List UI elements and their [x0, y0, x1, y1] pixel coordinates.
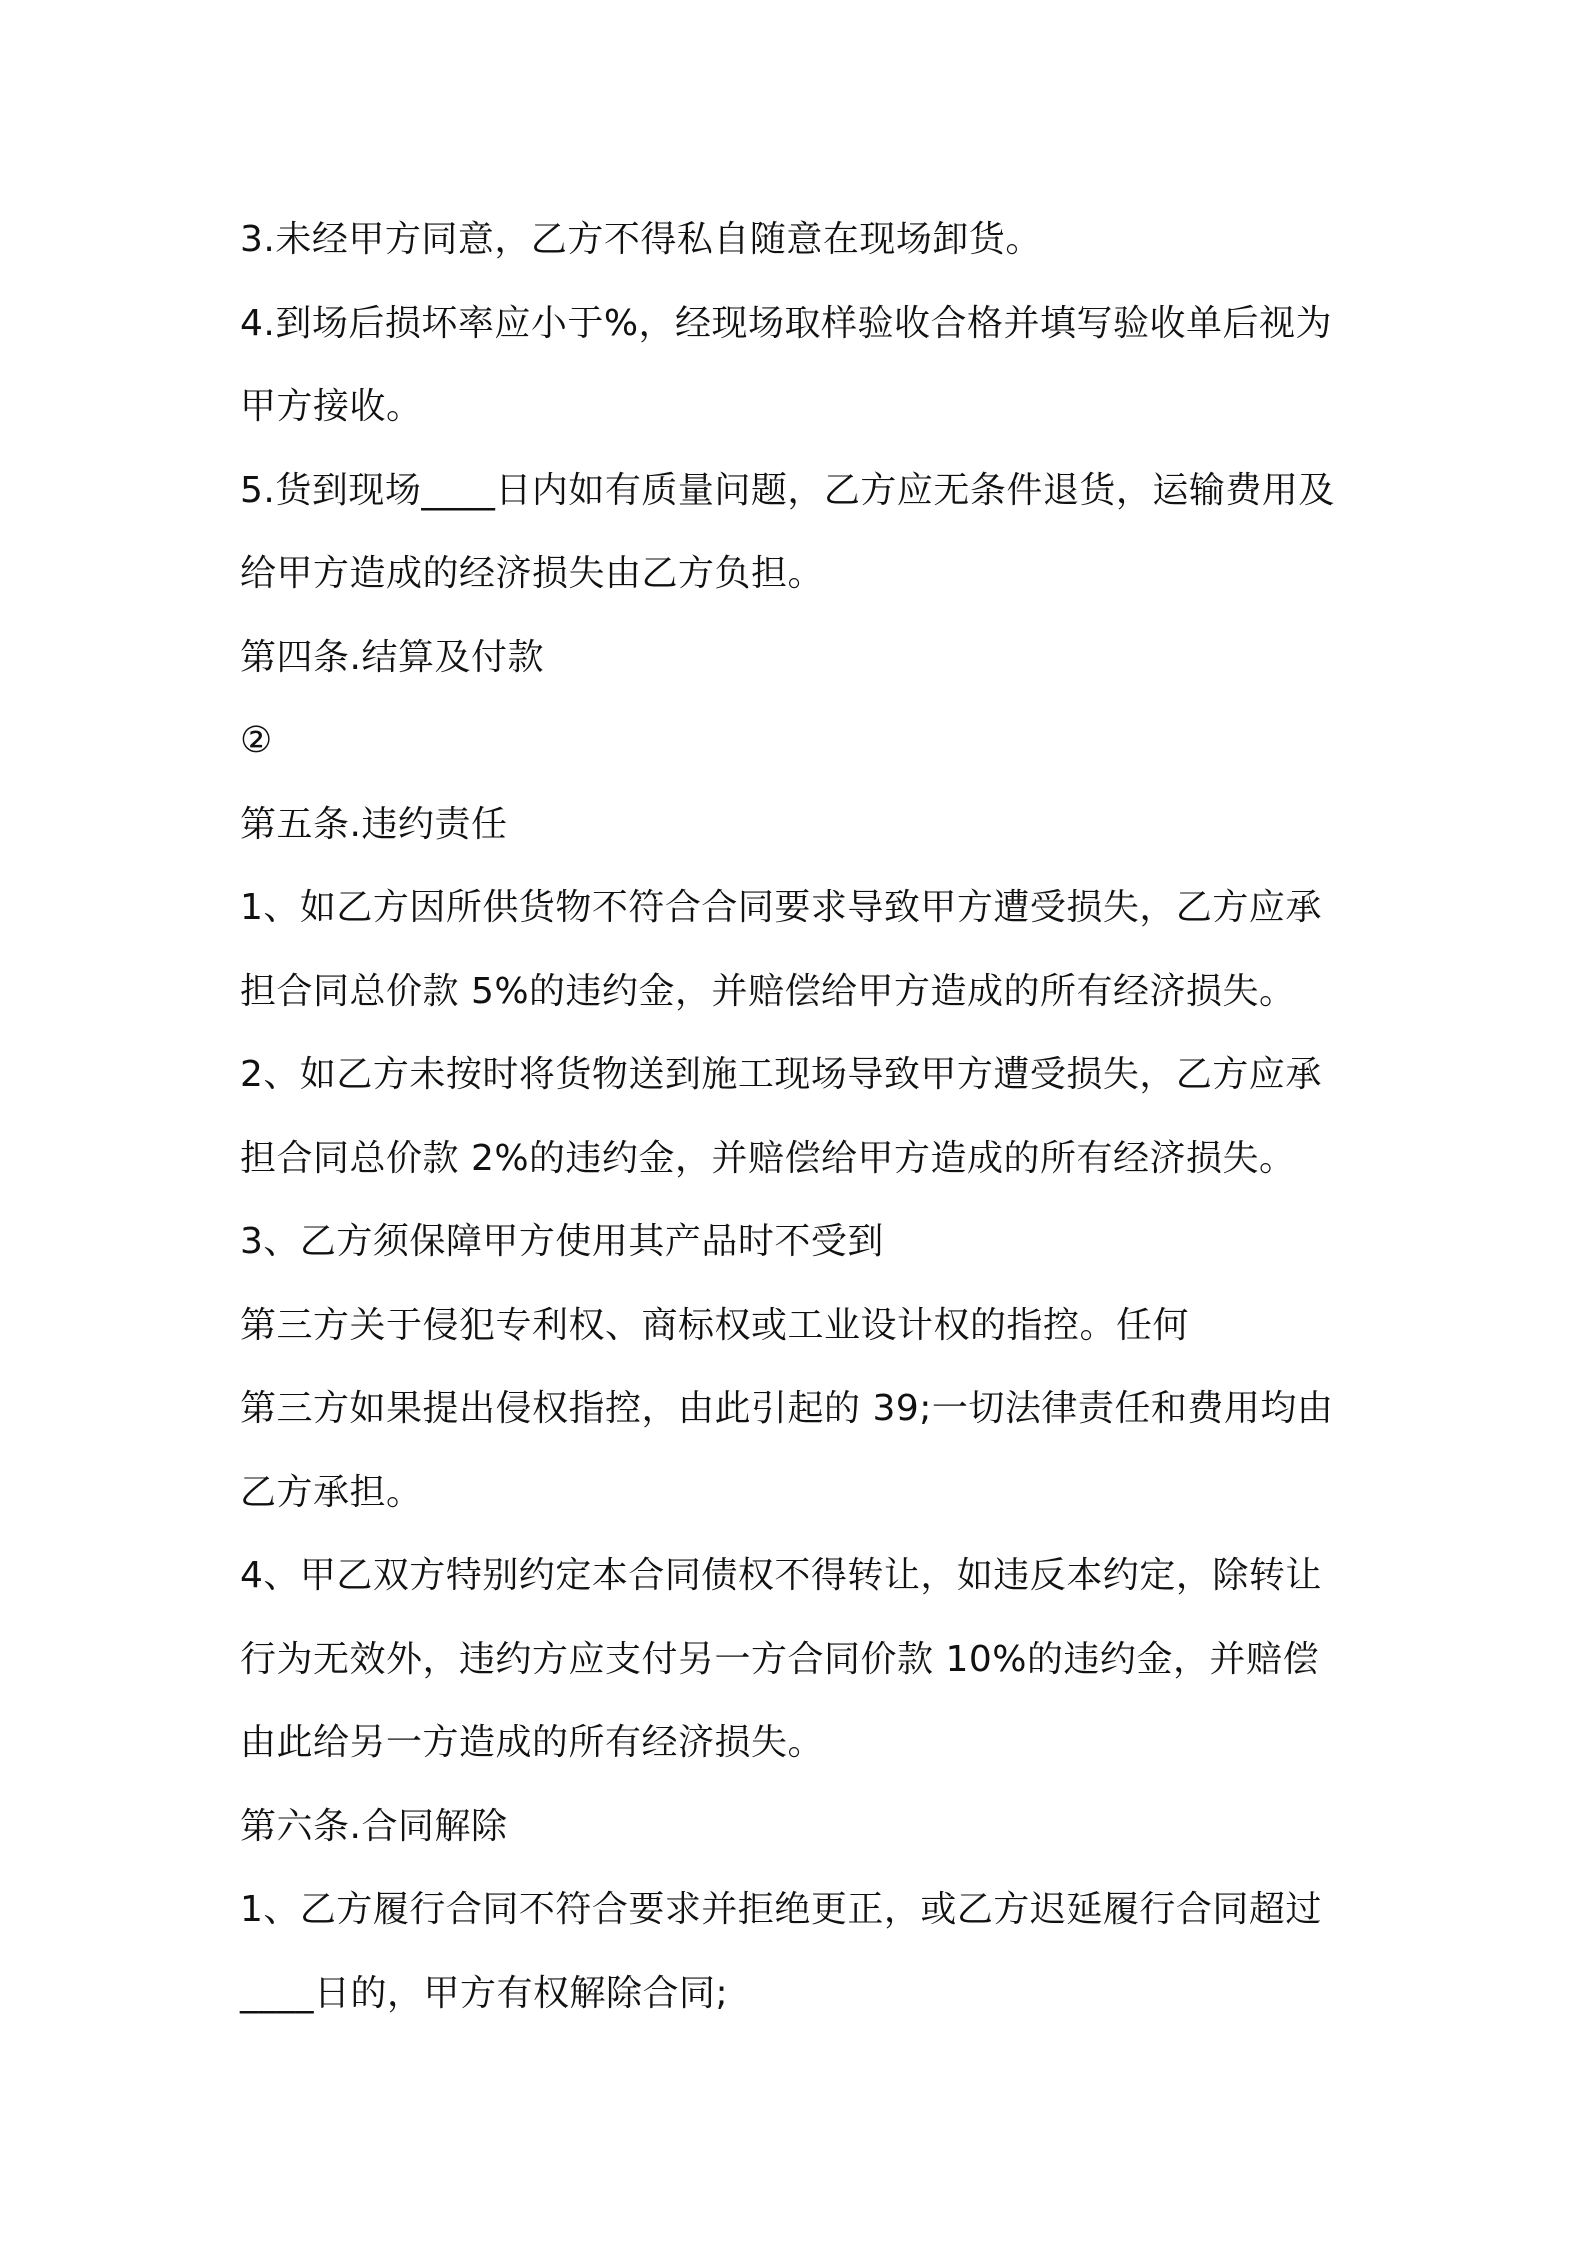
text-line: 4.到场后损坏率应小于%，经现场取样验收合格并填写验收单后视为: [240, 302, 1333, 344]
text-line: 第三方如果提出侵权指控，由此引起的 39;一切法律责任和费用均由: [240, 1388, 1334, 1429]
section-heading: 第五条.违约责任: [240, 803, 508, 845]
text-line: 1、乙方履行合同不符合要求并拒绝更正，或乙方迟延履行合同超过: [240, 1889, 1322, 1930]
document-body: [240, 198, 1360, 2035]
text-line: 甲方接收。: [240, 386, 423, 427]
text-line: 3、乙方须保障甲方使用其产品时不受到: [240, 1221, 884, 1262]
text-line: 担合同总价款 5%的违约金，并赔偿给甲方造成的所有经济损失。: [240, 970, 1296, 1012]
section-heading: 第六条.合同解除: [240, 1805, 508, 1847]
text-line: 行为无效外，违约方应支付另一方合同价款 10%的违约金，并赔偿: [240, 1638, 1319, 1680]
text-line: ②: [240, 720, 273, 761]
text-line: 3.未经甲方同意，乙方不得私自随意在现场卸货。: [240, 219, 1042, 260]
text-line: ____日的，甲方有权解除合同;: [240, 1972, 729, 2014]
text-line: 乙方承担。: [240, 1471, 423, 1513]
text-line: 第三方关于侵犯专利权、商标权或工业设计权的指控。任何: [240, 1304, 1190, 1346]
text-line: 2、如乙方未按时将货物送到施工现场导致甲方遭受损失，乙方应承: [240, 1054, 1322, 1095]
text-line: 5.货到现场____日内如有质量问题，乙方应无条件退货，运输费用及: [240, 469, 1335, 511]
text-line: 给甲方造成的经济损失由乙方负担。: [240, 553, 825, 594]
text-line: 4、甲乙双方特别约定本合同债权不得转让，如违反本约定，除转让: [240, 1555, 1322, 1596]
text-line: 由此给另一方造成的所有经济损失。: [240, 1722, 825, 1763]
section-heading: 第四条.结算及付款: [240, 636, 544, 678]
text-line: 担合同总价款 2%的违约金，并赔偿给甲方造成的所有经济损失。: [240, 1137, 1296, 1179]
text-line: 1、如乙方因所供货物不符合合同要求导致甲方遭受损失，乙方应承: [240, 887, 1322, 928]
